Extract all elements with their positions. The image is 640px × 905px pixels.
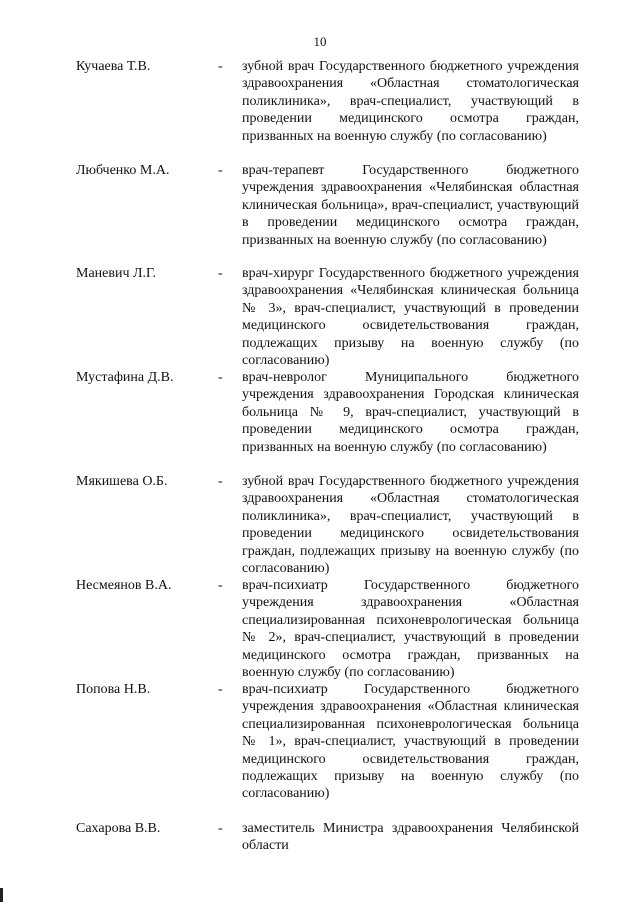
- page-number: 10: [313, 34, 327, 49]
- member-role: заместитель Министра здравоохранения Челябинской области: [242, 821, 579, 854]
- member-name: Сахарова В.В.: [76, 821, 161, 836]
- member-name: Любченко М.А.: [76, 163, 170, 178]
- scan-margin-mark: [0, 888, 3, 902]
- member-dash: -: [218, 370, 223, 385]
- member-dash: -: [218, 821, 223, 836]
- member-name: Несмеянов В.А.: [76, 578, 172, 593]
- member-name: Мустафина Д.В.: [76, 370, 174, 385]
- member-name: Попова Н.В.: [76, 682, 151, 697]
- member-role: врач-терапевт Государственного бюджетного учреждения здравоохранения «Челябинская областная клиническая больница», врач-специалист, участвующий в проведении медицинского осмотра граждан, призванных на военную службу (по согласованию): [242, 163, 579, 248]
- member-dash: -: [218, 163, 223, 178]
- member-role: зубной врач Государственного бюджетного учреждения здравоохранения «Областная стоматологическая поликлиника», врач-специалист, участвующий в проведении медицинского освидетельствования граждан, подлежащих призыву на военную службу (по согласованию): [242, 474, 579, 577]
- member-dash: -: [218, 59, 223, 74]
- member-name: Маневич Л.Г.: [76, 266, 157, 281]
- member-role: врач-хирург Государственного бюджетного учреждения здравоохранения «Челябинская клиническая больница № 3», врач-специалист, участвующий в проведении медицинского освидетельствования граждан, подлежащих призыву на военную службу (по согласованию): [242, 266, 579, 369]
- member-role: зубной врач Государственного бюджетного учреждения здравоохранения «Областная стоматологическая поликлиника», врач-специалист, участвующий в проведении медицинского осмотра граждан, призванных на военную службу (по согласованию): [242, 59, 579, 144]
- member-role: врач-психиатр Государственного бюджетного учреждения здравоохранения «Областная клиническая специализированная психоневрологическая больница № 1», врач-специалист, участвующий в проведении медицинского освидетельствования граждан, подлежащих призыву на военную службу (по согласованию): [242, 682, 579, 802]
- member-name: Кучаева Т.В.: [76, 59, 151, 74]
- member-dash: -: [218, 474, 223, 489]
- member-role: врач-невролог Муниципального бюджетного учреждения здравоохранения Городская клиническая больница № 9, врач-специалист, участвующий в проведении медицинского осмотра граждан, призванных на военную службу (по согласованию): [242, 370, 579, 455]
- member-role: врач-психиатр Государственного бюджетного учреждения здравоохранения «Областная специализированная психоневрологическая больница № 2», врач-специалист, участвующий в проведении медицинского осмотра граждан, призванных на военную службу (по согласованию): [242, 578, 579, 681]
- member-name: Мякишева О.Б.: [76, 474, 168, 489]
- member-dash: -: [218, 266, 223, 281]
- member-dash: -: [218, 682, 223, 697]
- member-dash: -: [218, 578, 223, 593]
